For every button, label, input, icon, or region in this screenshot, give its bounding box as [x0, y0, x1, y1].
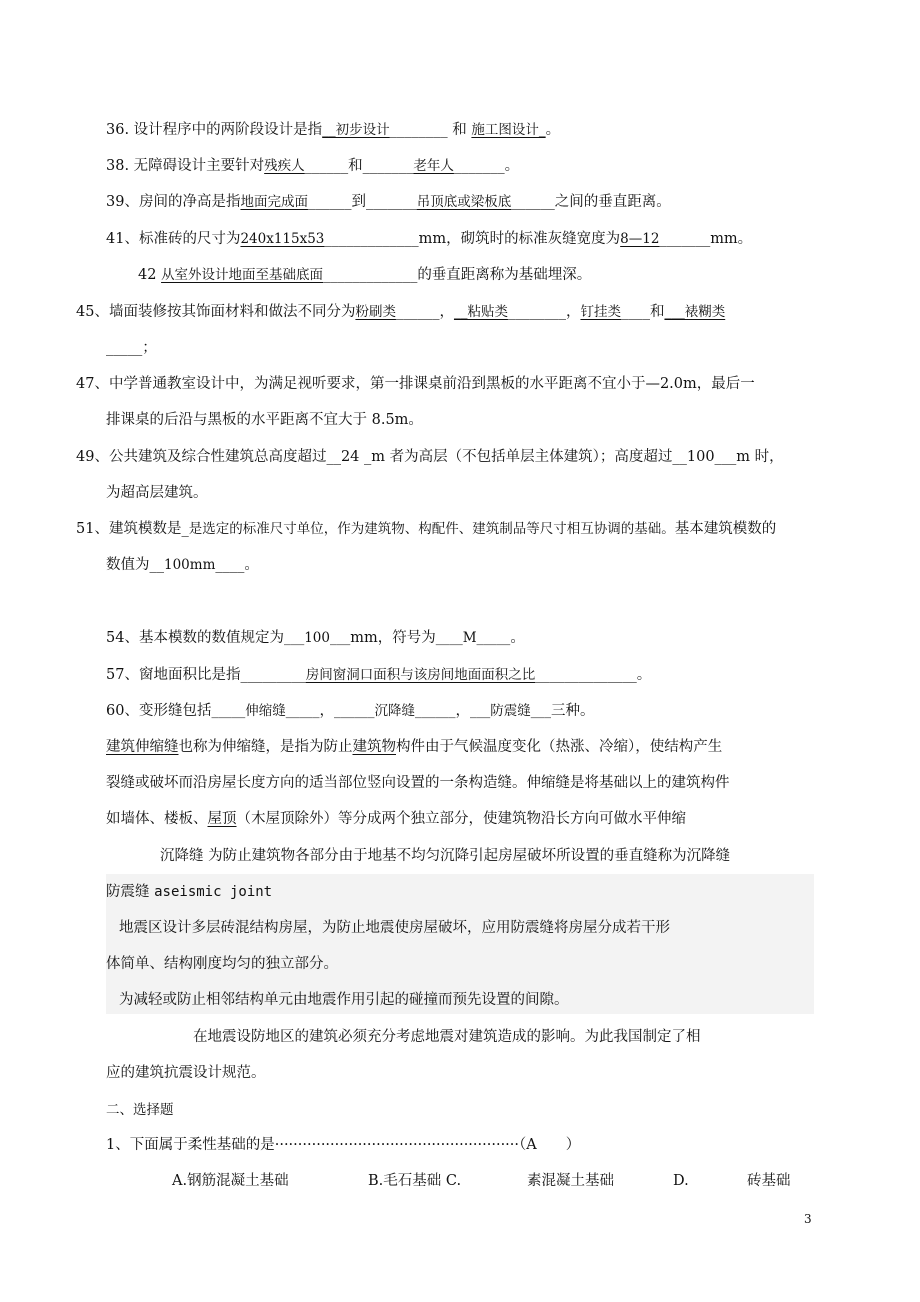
q41-connector: mm，砌筑时的标准灰缝宽度为 — [418, 231, 621, 247]
q41-answer-2: 8—12 — [620, 231, 660, 247]
q38-blank-3: _______ — [453, 158, 505, 174]
q36-end: 。 — [545, 122, 561, 138]
q41-number: 41、 — [106, 231, 139, 247]
q45-answer-4: ___裱糊类 — [664, 304, 726, 320]
q39-blank-1: ______ — [307, 194, 352, 210]
q51-line2-a: 数值为__ — [106, 557, 164, 573]
q54-connector: mm，符号为 — [350, 630, 436, 646]
q49-line-1: 公共建筑及综合性建筑总高度超过__24 _m 者为高层（不包括单层主体建筑）；高度超过__100___m 时， — [108, 449, 784, 465]
question-42 — [138, 265, 591, 285]
q42-answer: 从室外设计地面至基础底面 — [161, 267, 324, 283]
q45-blank-1: ______ — [395, 304, 440, 320]
q36-answer-2: 施工图设计_ — [471, 122, 546, 138]
q60-sep-1: ， — [319, 703, 334, 719]
q45-line-2: _____； — [106, 340, 157, 356]
roof-link[interactable]: 屋顶 — [207, 811, 237, 827]
q38-text: 无障碍设计主要针对 — [133, 158, 265, 174]
q54-end: 。 — [510, 630, 525, 646]
mc1-option-d-text: 砖基础 — [747, 1173, 791, 1189]
mc1-option-b: B.毛石基础 C. — [368, 1173, 462, 1189]
mc-question-1: 1、下面属于柔性基础的是·····················································（A ） — [106, 1137, 581, 1153]
seismic-paragraph-3-line-1: 在地震设防地区的建筑必须充分考虑地震对建筑造成的影响。为此我国制定了相 — [193, 1029, 701, 1045]
q38-answer-2: 老年人 — [413, 158, 454, 174]
q36-connector: 和 — [452, 122, 467, 138]
expansion-joint-line-1 — [106, 737, 722, 757]
q60-answer-2: ______沉降缝______ — [333, 703, 456, 719]
question-36 — [106, 120, 560, 140]
q45-text: 墙面装修按其饰面材料和做法不同分为 — [108, 304, 356, 320]
q39-answer-1: 地面完成面 — [240, 194, 308, 210]
q36-blank-1: ________ — [389, 122, 448, 138]
q45-answer-1: 粉刷类 — [355, 304, 396, 320]
q42-number: 42 — [138, 267, 157, 283]
question-49 — [76, 447, 784, 467]
q54-number: 54、 — [106, 630, 139, 646]
q60-end: 三种。 — [550, 703, 595, 719]
seismic-paragraph-3-line-2: 应的建筑抗震设计规范。 — [106, 1065, 266, 1081]
q57-blank-1: _________ — [240, 667, 306, 683]
q54-answer-2: ____M_____ — [435, 630, 511, 646]
q45-blank-2: ________ — [507, 304, 566, 320]
q45-number: 45、 — [76, 304, 109, 320]
q38-blank-1: ______ — [304, 158, 349, 174]
expansion-text-2: 构件由于气候温度变化（热涨、冷缩），使结构产生 — [396, 739, 723, 755]
q57-answer: 房间窗洞口面积与该房间地面面积之比 — [305, 667, 536, 683]
q38-answer-1: 残疾人 — [264, 158, 305, 174]
q36-answer-1: __初步设计 — [322, 122, 390, 138]
question-38 — [106, 156, 519, 176]
seismic-paragraph-2: 为减轻或防止相邻结构单元由地震作用引起的碰撞而预先设置的间隙。 — [119, 992, 569, 1008]
q41-answer-1: 240x115x53 — [240, 231, 325, 247]
expansion-joint-link[interactable]: 建筑伸缩缝 — [106, 739, 179, 755]
q41-end: mm。 — [710, 231, 753, 247]
q41-blank-2: _______ — [659, 231, 711, 247]
q45-answer-3: 钉挂类 — [580, 304, 621, 320]
q45-sep-2: ， — [565, 304, 581, 320]
question-57 — [106, 665, 651, 685]
q54-text: 基本模数的数值规定为 — [138, 630, 284, 646]
q57-text: 窗地面积比是指 — [138, 667, 241, 683]
q38-blank-2: _______ — [362, 158, 414, 174]
question-60 — [106, 701, 594, 721]
q51-text-a: 建筑模数是_ — [108, 521, 189, 537]
q60-answer-1: _____伸缩缝_____ — [211, 703, 320, 719]
mc1-option-c: 素混凝土基础 — [527, 1173, 614, 1189]
q45-sep-1: ， — [439, 304, 454, 320]
q39-blank-2: _______ — [365, 194, 417, 210]
question-47 — [76, 374, 755, 394]
q57-end: 。 — [636, 667, 652, 683]
q60-number: 60、 — [106, 703, 139, 719]
q51-line2-c: ____。 — [215, 557, 259, 573]
expansion-text-3a: 如墙体、楼板、 — [106, 811, 208, 827]
q51-answer: 100mm — [164, 557, 216, 573]
seismic-paragraph-1-line-2: 体简单、结构刚度均匀的独立部分。 — [106, 956, 338, 972]
building-link[interactable]: 建筑物 — [352, 739, 396, 755]
q57-number: 57、 — [106, 667, 139, 683]
seismic-title-en: aseismic joint — [154, 884, 273, 900]
q36-text: 设计程序中的两阶段设计是指 — [133, 122, 323, 138]
q47-line-2: 排课桌的后沿与黑板的水平距离不宜大于 8.5m。 — [106, 412, 423, 428]
seismic-paragraph-1-line-1: 地震区设计多层砖混结构房屋，为防止地震使房屋破坏，应用防震缝将房屋分成若干形 — [119, 920, 670, 936]
expansion-text-1: 也称为伸缩缝，是指为防止 — [178, 739, 353, 755]
q39-text: 房间的净高是指 — [138, 194, 241, 210]
q38-number: 38. — [106, 158, 130, 174]
q54-answer-1: ___100___ — [283, 630, 351, 646]
question-41 — [106, 229, 752, 249]
page-number: 3 — [804, 1212, 812, 1226]
q39-connector: 到 — [351, 194, 366, 210]
q51-text-c: 基本建筑模数的 — [674, 521, 777, 537]
q47-line-1: 中学普通教室设计中，为满足视听要求，第一排课桌前沿到黑板的水平距离不宜小于—2.0m，最后一 — [108, 376, 755, 392]
settlement-joint-paragraph: 沉降缝 为防止建筑物各部分由于地基不均匀沉降引起房屋破坏所设置的垂直缝称为沉降缝 — [160, 848, 731, 864]
question-39 — [106, 192, 671, 212]
q51-number: 51、 — [76, 521, 109, 537]
q39-answer-2: 吊顶底或梁板底 — [416, 194, 512, 210]
q51-line-2 — [106, 555, 259, 575]
section-heading-choice: 二、选择题 — [106, 1102, 174, 1118]
q51-text-b: 是选定的标准尺寸单位，作为建筑物、构配件、建筑制品等尺寸相互协调的基础。 — [188, 521, 675, 537]
q41-text: 标准砖的尺寸为 — [138, 231, 241, 247]
expansion-joint-line-2: 裂缝或破坏而沿房屋长度方向的适当部位竖向设置的一条构造缝。伸缩缝是将基础以上的建筑构件 — [106, 775, 730, 791]
q45-answer-2: __粘贴类 — [453, 304, 508, 320]
question-45 — [76, 302, 725, 322]
q60-answer-3: ___防震缝___ — [469, 703, 551, 719]
mc1-option-d: D. — [673, 1173, 689, 1189]
q45-blank-3: ____ — [620, 304, 650, 320]
seismic-joint-heading — [106, 882, 272, 902]
expansion-joint-line-3 — [106, 809, 686, 829]
q41-blank-1: _____________ — [324, 231, 419, 247]
q38-connector: 和 — [348, 158, 363, 174]
question-51 — [76, 519, 776, 539]
q38-end: 。 — [504, 158, 520, 174]
q42-blank: _____________ — [323, 267, 418, 283]
q39-blank-3: ______ — [511, 194, 555, 210]
q36-number: 36. — [106, 122, 130, 138]
q39-number: 39、 — [106, 194, 139, 210]
q49-number: 49、 — [76, 449, 109, 465]
mc1-option-a: A.钢筋混凝土基础 — [172, 1173, 289, 1189]
q57-blank-2: ______________ — [535, 667, 637, 683]
seismic-title-cn: 防震缝 — [106, 884, 150, 900]
q60-text: 变形缝包括 — [138, 703, 212, 719]
q39-end: 之间的垂直距离。 — [554, 194, 671, 210]
q47-number: 47、 — [76, 376, 109, 392]
q60-sep-2: ， — [455, 703, 470, 719]
q45-sep-3: 和 — [649, 304, 665, 320]
q42-end: 的垂直距离称为基础埋深。 — [417, 267, 592, 283]
q49-line-2: 为超高层建筑。 — [106, 485, 208, 501]
expansion-text-3b: （木屋顶除外）等分成两个独立部分，使建筑物沿长方向可做水平伸缩 — [236, 811, 686, 827]
question-54 — [106, 628, 525, 648]
